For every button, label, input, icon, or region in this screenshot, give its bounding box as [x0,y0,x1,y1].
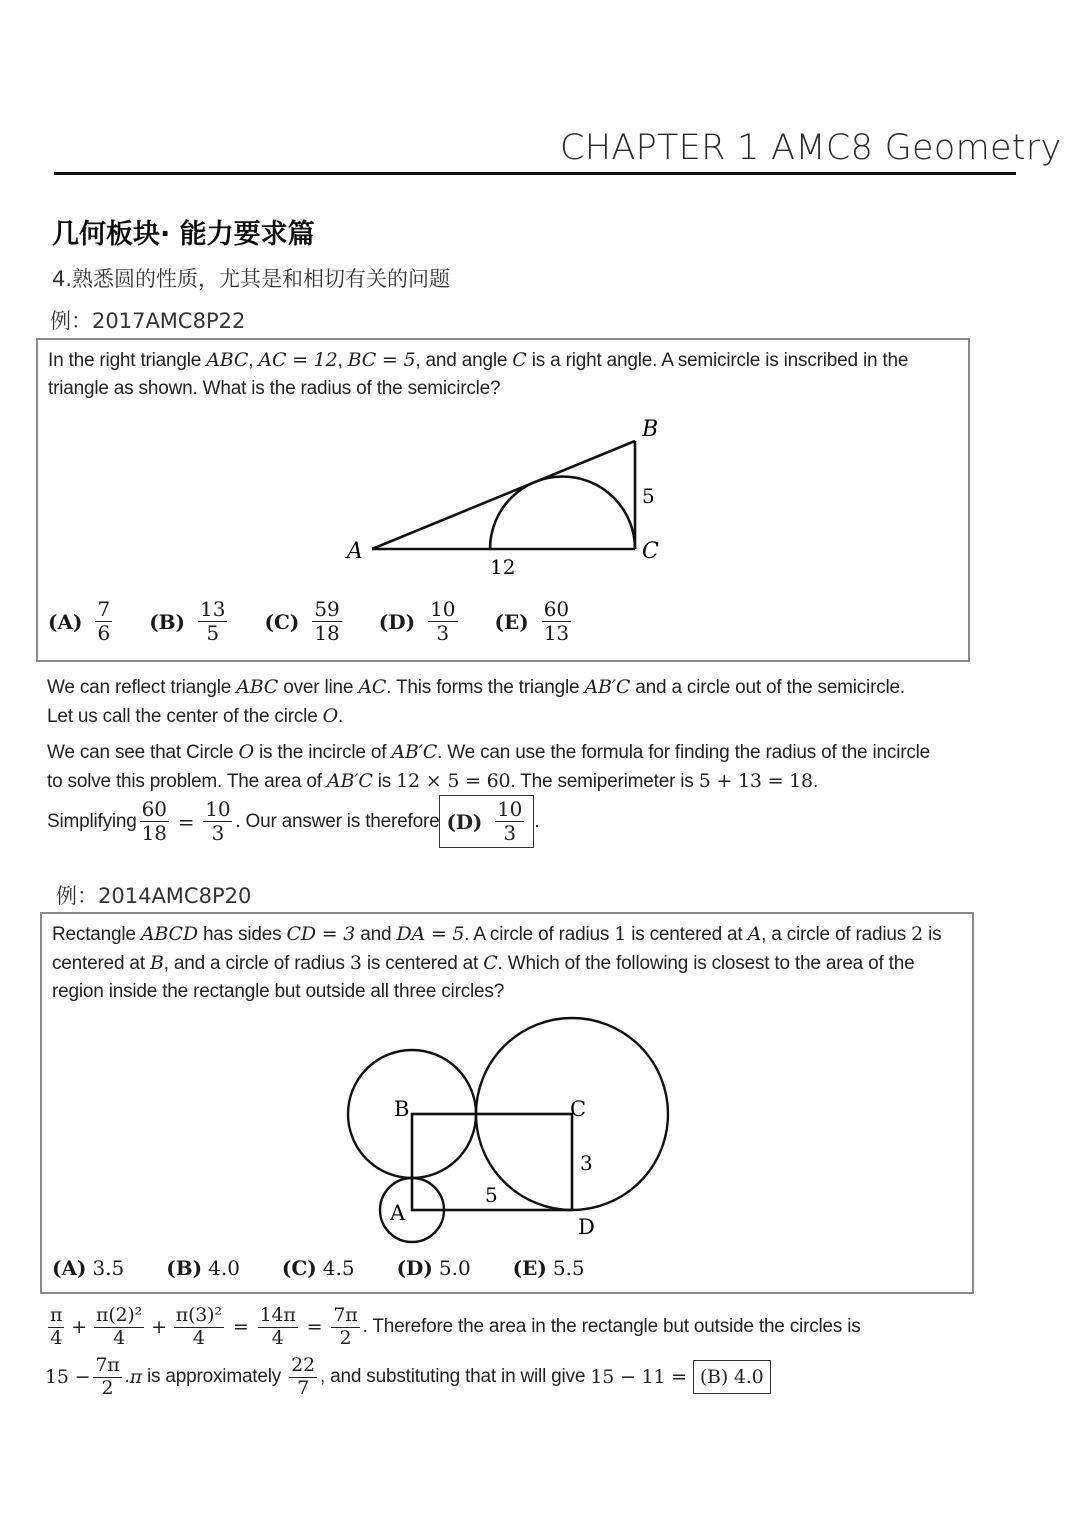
choice-d: (D) 5.0 [396,1256,471,1280]
example1-answer-box: (D) $\frac{10}{3}$ [439,795,534,848]
side-label-bc: 5 [642,484,655,508]
choice-b: (B) $\frac{13}{5}$ [149,597,226,645]
semicircle [490,477,635,550]
example2-problem-text: Rectangle ABCD has sides CD = 3 and DA = 5. A circle of radius 1 is centered at A, a circle of radius 2 is centered at B, and a circle of radius 3 is centered at C. Which of the following is closest to the area of the region inside the rectangle but outside all three circles? [52,923,942,1002]
rectangle-circles-figure [42,914,972,1294]
choice-c: (C) 4.5 [281,1256,355,1280]
choice-b: (B) 4.0 [166,1256,240,1280]
example2-problem-box [40,912,974,1294]
example2-solution-line1: $\frac{\pi}{4}$ + $\frac{\text{π(2)²}}{4}$ + $\frac{\text{π(3)²}}{4}$ = $\frac{14\pi}{4}$ = $\frac{7\pi}{2}$ . Therefore the area in the rectangle but outside the circles is [50,1304,861,1349]
choice-a: (A) $\frac{7}{6}$ [48,597,111,645]
example1-problem-text: In the right triangle ABC, AC = 12, BC = 5, and angle C is a right angle. A semicircle is inscribed in the triangle as shown. What is the radius of the semicircle? [48,349,909,399]
example2-choices [52,1256,619,1280]
example1-solution-p3: Simplifying $\frac{60}{18}$ = $\frac{10}{3}$ . Our answer is therefore (D) $\frac{10}{3}$ . [47,795,539,848]
choice-d: (D) $\frac{10}{3}$ [378,597,456,645]
choice-a: (A) 3.5 [52,1256,125,1280]
choice-c: (C) $\frac{59}{18}$ [264,597,340,645]
side-ab [372,441,635,549]
vertex-label-b: B [394,1097,410,1121]
chapter-title: CHAPTER 1 AMC8 Geometry [560,128,1062,168]
side-label-ac: 12 [490,555,516,579]
example2-answer-box: (B) 4.0 [693,1360,771,1394]
vertex-label-c: C [570,1097,587,1121]
vertex-label-d: D [578,1215,595,1239]
topic-heading: 4.熟悉圆的性质，尤其是和相切有关的问题 [52,267,451,291]
vertex-label-c: C [642,539,659,564]
example2-solution-line2: 15 − $\frac{7\pi}{2}$ . π is approximately $\frac{22}{7}$ , and substituting that in will give 15 − 11 = (B) 4.0 [45,1355,771,1400]
vertex-label-a: A [347,539,363,564]
example1-problem-box [36,338,970,662]
choice-e: (E) 5.5 [512,1256,585,1280]
example1-solution-p1: We can reflect triangle ABC over line AC. This forms the triangle AB′C and a circle out of the semicircle. Let us call the center of the circle O. [47,676,905,727]
chapter-rule [54,172,1016,175]
example1-label: 例：2017AMC8P22 [50,309,246,333]
side-label-cd: 3 [580,1151,593,1175]
example1-solution-p2: We can see that Circle O is the incircle of AB′C. We can use the formula for finding the radius of the incircle to solve this problem. The area of AB′C is 12 × 5 = 60. The semiperimeter is 5 + 13 = 18. [47,741,931,792]
choice-e: (E) $\frac{60}{13}$ [494,597,570,645]
section-title: 几何板块· 能力要求篇 [52,219,315,250]
example1-choices [48,598,608,645]
vertex-label-a: A [390,1201,406,1225]
example2-label: 例：2014AMC8P20 [56,884,252,908]
vertex-label-b: B [642,417,659,442]
side-label-da: 5 [485,1183,498,1207]
